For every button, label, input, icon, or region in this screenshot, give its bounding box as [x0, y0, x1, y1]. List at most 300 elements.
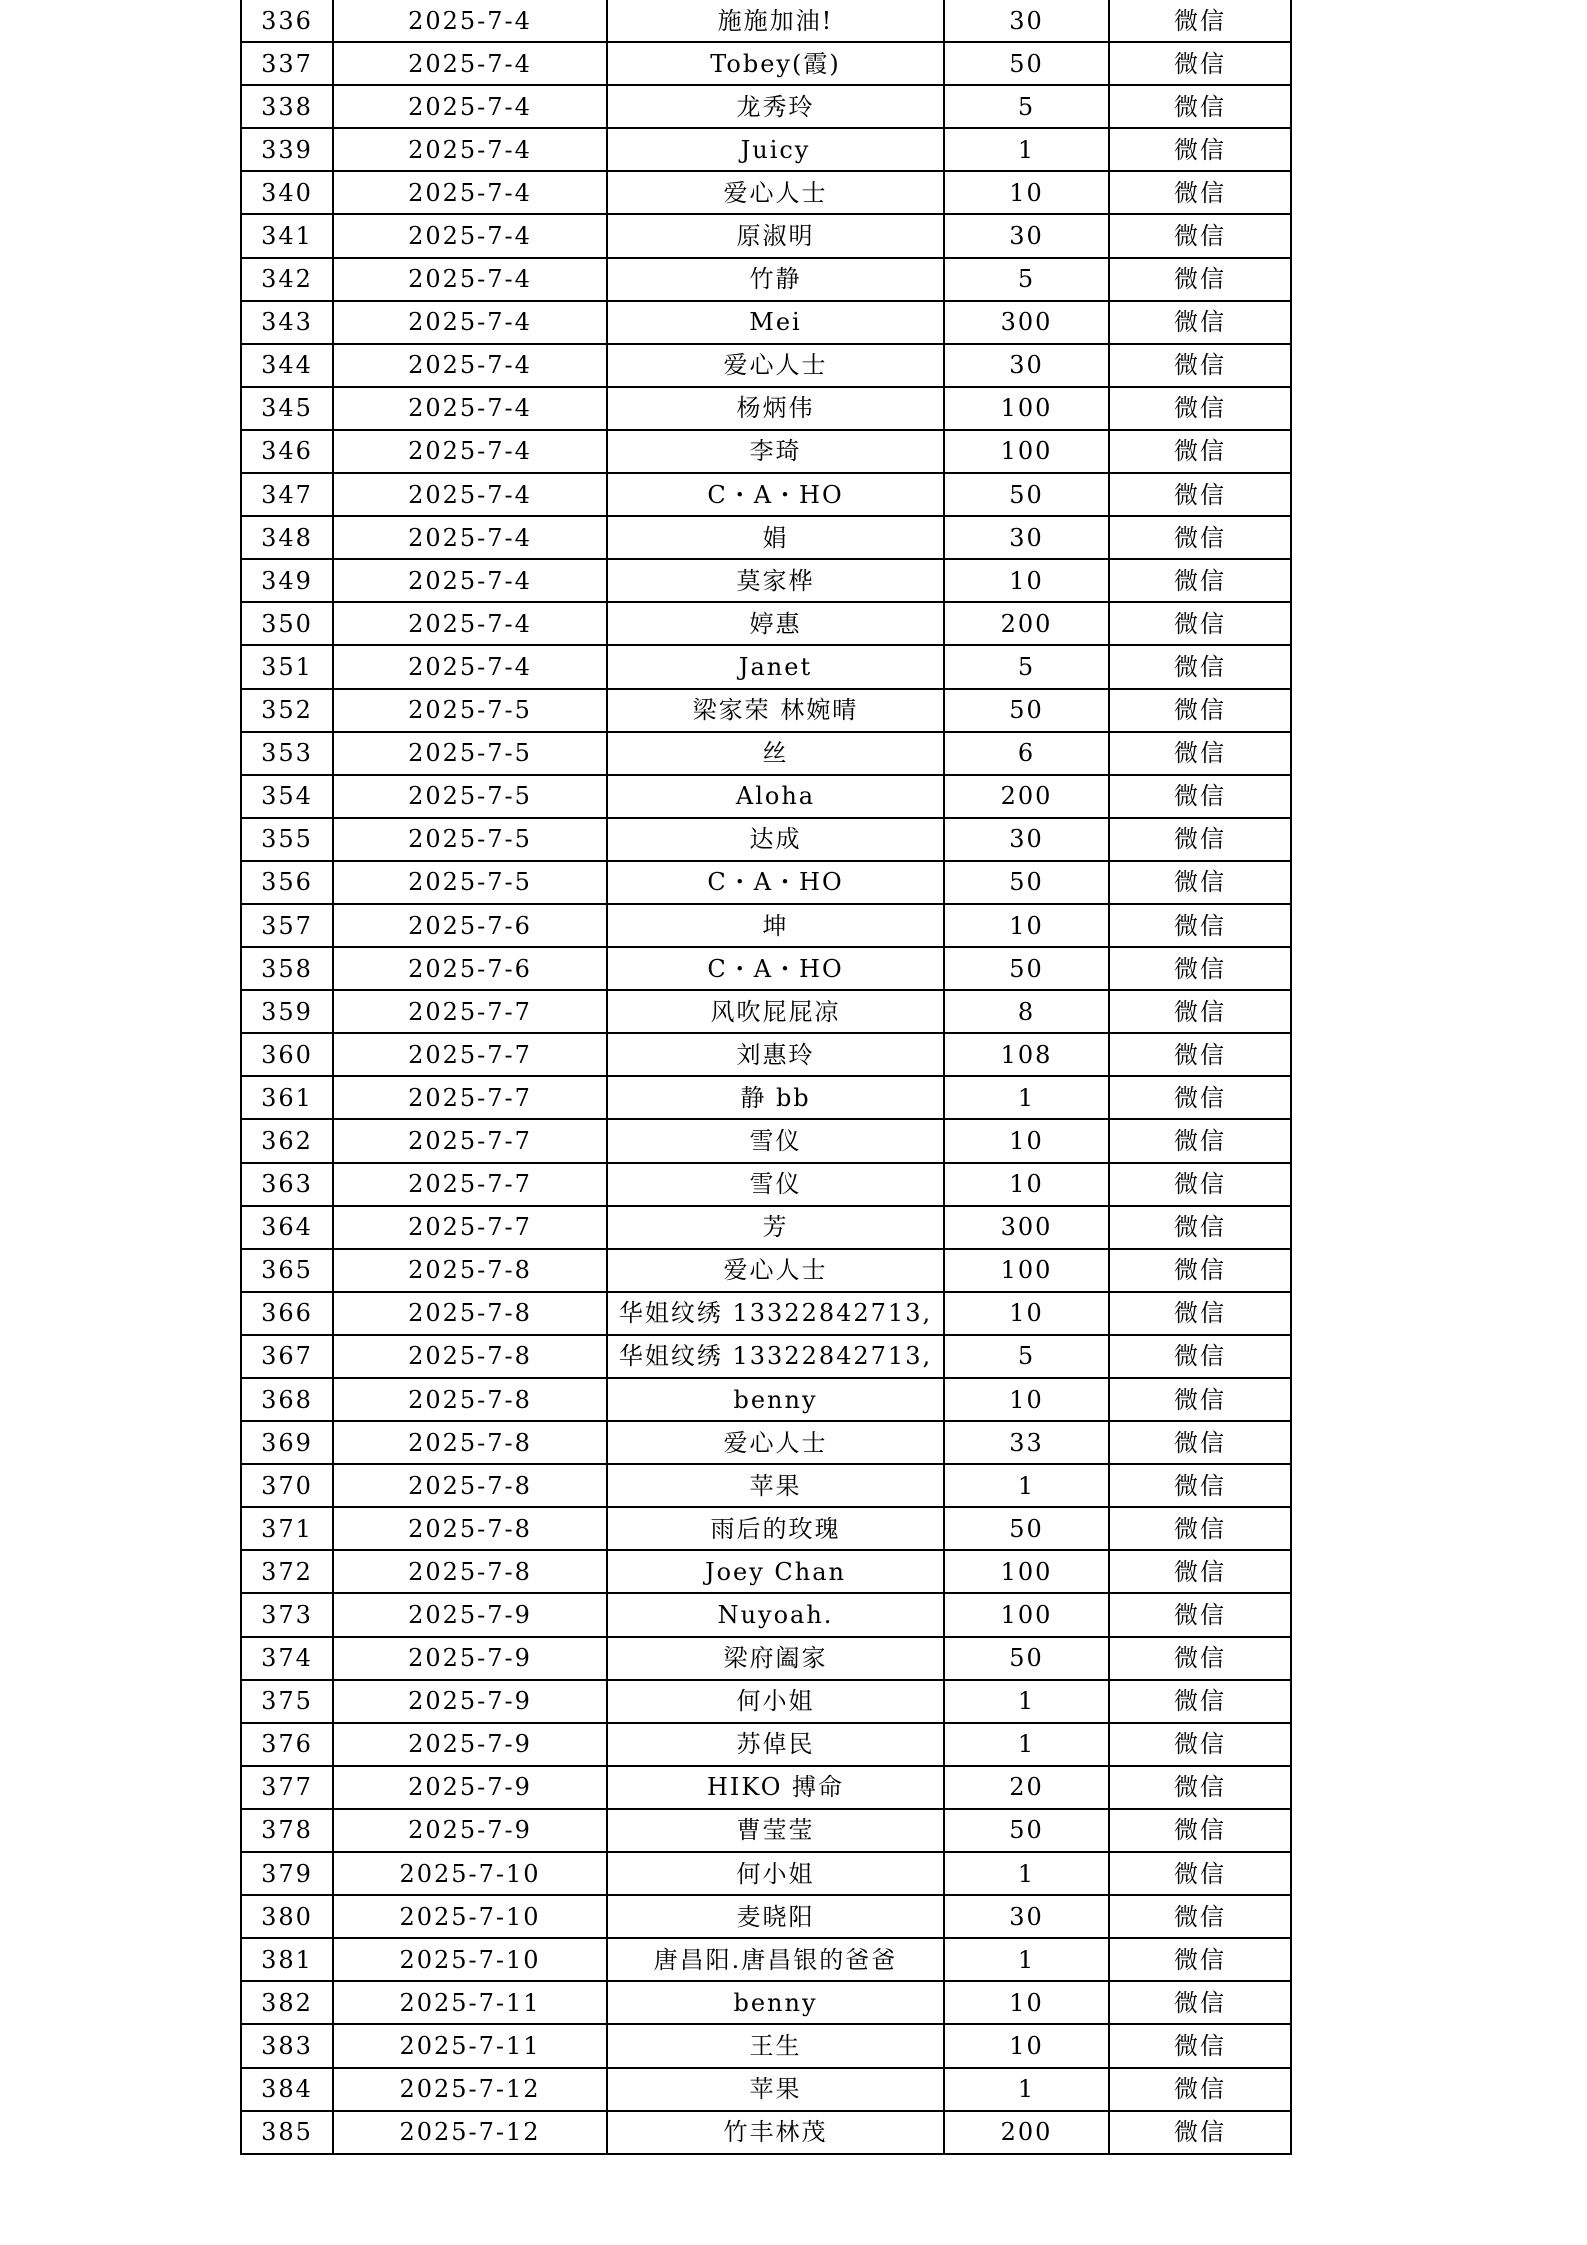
date-cell: 2025-7-4 [333, 344, 607, 387]
table-row [241, 1033, 1291, 1076]
amount-cell: 33 [944, 1421, 1109, 1464]
donor-name-cell: Juicy [607, 128, 944, 171]
date-cell: 2025-7-4 [333, 42, 607, 85]
date-cell: 2025-7-6 [333, 904, 607, 947]
donor-name-cell: 芳 [607, 1206, 944, 1249]
table-row [241, 1852, 1291, 1895]
payment-method-cell: 微信 [1109, 1335, 1291, 1378]
payment-method-cell: 微信 [1109, 775, 1291, 818]
date-cell: 2025-7-4 [333, 214, 607, 257]
date-cell: 2025-7-7 [333, 1076, 607, 1119]
payment-method-cell: 微信 [1109, 559, 1291, 602]
table-row [241, 301, 1291, 344]
donation-table [240, 0, 1292, 2155]
payment-method-cell: 微信 [1109, 1680, 1291, 1723]
payment-method-cell: 微信 [1109, 0, 1291, 42]
amount-cell: 50 [944, 947, 1109, 990]
table-row [241, 1550, 1291, 1593]
amount-cell: 6 [944, 732, 1109, 775]
donor-name-cell: 爱心人士 [607, 1249, 944, 1292]
row-number-cell: 374 [241, 1637, 333, 1680]
table-row [241, 1680, 1291, 1723]
amount-cell: 5 [944, 258, 1109, 301]
payment-method-cell: 微信 [1109, 516, 1291, 559]
payment-method-cell: 微信 [1109, 387, 1291, 430]
date-cell: 2025-7-11 [333, 1981, 607, 2024]
row-number-cell: 361 [241, 1076, 333, 1119]
table-row [241, 1593, 1291, 1636]
amount-cell: 1 [944, 1723, 1109, 1766]
payment-method-cell: 微信 [1109, 1119, 1291, 1162]
row-number-cell: 342 [241, 258, 333, 301]
date-cell: 2025-7-4 [333, 387, 607, 430]
amount-cell: 300 [944, 301, 1109, 344]
row-number-cell: 354 [241, 775, 333, 818]
amount-cell: 100 [944, 430, 1109, 473]
date-cell: 2025-7-8 [333, 1335, 607, 1378]
amount-cell: 50 [944, 42, 1109, 85]
date-cell: 2025-7-8 [333, 1464, 607, 1507]
row-number-cell: 379 [241, 1852, 333, 1895]
table-row [241, 516, 1291, 559]
row-number-cell: 377 [241, 1766, 333, 1809]
payment-method-cell: 微信 [1109, 85, 1291, 128]
row-number-cell: 359 [241, 990, 333, 1033]
date-cell: 2025-7-4 [333, 85, 607, 128]
row-number-cell: 347 [241, 473, 333, 516]
table-row [241, 1335, 1291, 1378]
payment-method-cell: 微信 [1109, 1464, 1291, 1507]
table-row [241, 171, 1291, 214]
donor-name-cell: 原淑明 [607, 214, 944, 257]
row-number-cell: 350 [241, 602, 333, 645]
date-cell: 2025-7-5 [333, 861, 607, 904]
payment-method-cell: 微信 [1109, 990, 1291, 1033]
row-number-cell: 380 [241, 1895, 333, 1938]
row-number-cell: 338 [241, 85, 333, 128]
donor-name-cell: 苏倬民 [607, 1723, 944, 1766]
row-number-cell: 358 [241, 947, 333, 990]
date-cell: 2025-7-9 [333, 1766, 607, 1809]
row-number-cell: 356 [241, 861, 333, 904]
date-cell: 2025-7-10 [333, 1938, 607, 1981]
donor-name-cell: Nuyoah. [607, 1593, 944, 1636]
payment-method-cell: 微信 [1109, 1249, 1291, 1292]
table-row [241, 1507, 1291, 1550]
row-number-cell: 378 [241, 1809, 333, 1852]
donor-name-cell: 娟 [607, 516, 944, 559]
date-cell: 2025-7-4 [333, 516, 607, 559]
donor-name-cell: Joey Chan [607, 1550, 944, 1593]
date-cell: 2025-7-9 [333, 1637, 607, 1680]
payment-method-cell: 微信 [1109, 1421, 1291, 1464]
table-row [241, 2068, 1291, 2111]
row-number-cell: 366 [241, 1292, 333, 1335]
table-body [241, 0, 1291, 2154]
date-cell: 2025-7-6 [333, 947, 607, 990]
table-row [241, 0, 1291, 42]
amount-cell: 20 [944, 1766, 1109, 1809]
payment-method-cell: 微信 [1109, 301, 1291, 344]
amount-cell: 1 [944, 1680, 1109, 1723]
row-number-cell: 370 [241, 1464, 333, 1507]
table-row [241, 1637, 1291, 1680]
table-row [241, 732, 1291, 775]
donor-name-cell: 唐昌阳.唐昌银的爸爸 [607, 1938, 944, 1981]
amount-cell: 10 [944, 1163, 1109, 1206]
row-number-cell: 362 [241, 1119, 333, 1162]
date-cell: 2025-7-4 [333, 559, 607, 602]
row-number-cell: 344 [241, 344, 333, 387]
row-number-cell: 355 [241, 818, 333, 861]
payment-method-cell: 微信 [1109, 1895, 1291, 1938]
donor-name-cell: 何小姐 [607, 1680, 944, 1723]
amount-cell: 10 [944, 1378, 1109, 1421]
table-row [241, 818, 1291, 861]
payment-method-cell: 微信 [1109, 42, 1291, 85]
date-cell: 2025-7-9 [333, 1680, 607, 1723]
amount-cell: 5 [944, 645, 1109, 688]
amount-cell: 10 [944, 559, 1109, 602]
payment-method-cell: 微信 [1109, 904, 1291, 947]
amount-cell: 10 [944, 904, 1109, 947]
date-cell: 2025-7-7 [333, 1163, 607, 1206]
payment-method-cell: 微信 [1109, 1507, 1291, 1550]
table-row [241, 1938, 1291, 1981]
donor-name-cell: 爱心人士 [607, 171, 944, 214]
payment-method-cell: 微信 [1109, 1033, 1291, 1076]
amount-cell: 1 [944, 128, 1109, 171]
table-row [241, 1464, 1291, 1507]
table-row [241, 602, 1291, 645]
amount-cell: 108 [944, 1033, 1109, 1076]
donor-name-cell: 杨炳伟 [607, 387, 944, 430]
date-cell: 2025-7-7 [333, 1033, 607, 1076]
payment-method-cell: 微信 [1109, 214, 1291, 257]
row-number-cell: 341 [241, 214, 333, 257]
amount-cell: 200 [944, 775, 1109, 818]
row-number-cell: 375 [241, 1680, 333, 1723]
donor-name-cell: 风吹屁屁凉 [607, 990, 944, 1033]
payment-method-cell: 微信 [1109, 1938, 1291, 1981]
amount-cell: 50 [944, 1507, 1109, 1550]
date-cell: 2025-7-9 [333, 1809, 607, 1852]
amount-cell: 100 [944, 1550, 1109, 1593]
donor-name-cell: 苹果 [607, 2068, 944, 2111]
row-number-cell: 372 [241, 1550, 333, 1593]
amount-cell: 1 [944, 2068, 1109, 2111]
table-row [241, 387, 1291, 430]
payment-method-cell: 微信 [1109, 645, 1291, 688]
table-row [241, 473, 1291, 516]
donor-name-cell: 麦晓阳 [607, 1895, 944, 1938]
table-row [241, 1766, 1291, 1809]
donor-name-cell: 华姐纹绣 13322842713, [607, 1292, 944, 1335]
donor-name-cell: 雪仪 [607, 1163, 944, 1206]
row-number-cell: 385 [241, 2111, 333, 2154]
table-row [241, 430, 1291, 473]
date-cell: 2025-7-10 [333, 1895, 607, 1938]
table-row [241, 258, 1291, 301]
row-number-cell: 365 [241, 1249, 333, 1292]
donor-name-cell: 竹丰林茂 [607, 2111, 944, 2154]
donor-name-cell: Mei [607, 301, 944, 344]
date-cell: 2025-7-12 [333, 2111, 607, 2154]
table-row [241, 344, 1291, 387]
amount-cell: 10 [944, 1119, 1109, 1162]
table-row [241, 645, 1291, 688]
date-cell: 2025-7-4 [333, 645, 607, 688]
donor-name-cell: 李琦 [607, 430, 944, 473]
row-number-cell: 337 [241, 42, 333, 85]
date-cell: 2025-7-8 [333, 1507, 607, 1550]
donor-name-cell: 坤 [607, 904, 944, 947]
donor-name-cell: 苹果 [607, 1464, 944, 1507]
payment-method-cell: 微信 [1109, 1852, 1291, 1895]
donor-name-cell: 施施加油! [607, 0, 944, 42]
payment-method-cell: 微信 [1109, 171, 1291, 214]
date-cell: 2025-7-9 [333, 1723, 607, 1766]
date-cell: 2025-7-9 [333, 1593, 607, 1636]
payment-method-cell: 微信 [1109, 2068, 1291, 2111]
row-number-cell: 348 [241, 516, 333, 559]
row-number-cell: 381 [241, 1938, 333, 1981]
payment-method-cell: 微信 [1109, 2111, 1291, 2154]
donor-name-cell: Tobey(霞) [607, 42, 944, 85]
donor-name-cell: 雪仪 [607, 1119, 944, 1162]
payment-method-cell: 微信 [1109, 1723, 1291, 1766]
payment-method-cell: 微信 [1109, 818, 1291, 861]
row-number-cell: 364 [241, 1206, 333, 1249]
amount-cell: 50 [944, 689, 1109, 732]
donor-name-cell: C・A・HO [607, 473, 944, 516]
table-row [241, 1723, 1291, 1766]
row-number-cell: 376 [241, 1723, 333, 1766]
date-cell: 2025-7-4 [333, 171, 607, 214]
amount-cell: 50 [944, 1809, 1109, 1852]
table-row [241, 1206, 1291, 1249]
amount-cell: 300 [944, 1206, 1109, 1249]
donor-name-cell: 曹莹莹 [607, 1809, 944, 1852]
donor-name-cell: 梁府阖家 [607, 1637, 944, 1680]
date-cell: 2025-7-7 [333, 1206, 607, 1249]
row-number-cell: 384 [241, 2068, 333, 2111]
donor-name-cell: 华姐纹绣 13322842713, [607, 1335, 944, 1378]
date-cell: 2025-7-10 [333, 1852, 607, 1895]
amount-cell: 50 [944, 861, 1109, 904]
row-number-cell: 353 [241, 732, 333, 775]
row-number-cell: 352 [241, 689, 333, 732]
table-row [241, 1249, 1291, 1292]
table-row [241, 128, 1291, 171]
date-cell: 2025-7-4 [333, 258, 607, 301]
table-row [241, 1421, 1291, 1464]
payment-method-cell: 微信 [1109, 861, 1291, 904]
donor-name-cell: benny [607, 1378, 944, 1421]
payment-method-cell: 微信 [1109, 1637, 1291, 1680]
donor-name-cell: C・A・HO [607, 947, 944, 990]
payment-method-cell: 微信 [1109, 1766, 1291, 1809]
date-cell: 2025-7-11 [333, 2024, 607, 2067]
payment-method-cell: 微信 [1109, 128, 1291, 171]
date-cell: 2025-7-4 [333, 602, 607, 645]
amount-cell: 50 [944, 1637, 1109, 1680]
amount-cell: 30 [944, 0, 1109, 42]
row-number-cell: 345 [241, 387, 333, 430]
donor-name-cell: 达成 [607, 818, 944, 861]
date-cell: 2025-7-5 [333, 775, 607, 818]
amount-cell: 10 [944, 2024, 1109, 2067]
row-number-cell: 367 [241, 1335, 333, 1378]
amount-cell: 10 [944, 1292, 1109, 1335]
donor-name-cell: benny [607, 1981, 944, 2024]
amount-cell: 5 [944, 1335, 1109, 1378]
date-cell: 2025-7-8 [333, 1550, 607, 1593]
row-number-cell: 343 [241, 301, 333, 344]
date-cell: 2025-7-8 [333, 1292, 607, 1335]
payment-method-cell: 微信 [1109, 1292, 1291, 1335]
date-cell: 2025-7-12 [333, 2068, 607, 2111]
table-row [241, 214, 1291, 257]
row-number-cell: 351 [241, 645, 333, 688]
donor-name-cell: HIKO 搏命 [607, 1766, 944, 1809]
row-number-cell: 382 [241, 1981, 333, 2024]
amount-cell: 30 [944, 214, 1109, 257]
table-row [241, 85, 1291, 128]
date-cell: 2025-7-7 [333, 1119, 607, 1162]
donor-name-cell: 静 bb [607, 1076, 944, 1119]
date-cell: 2025-7-5 [333, 689, 607, 732]
amount-cell: 30 [944, 344, 1109, 387]
amount-cell: 30 [944, 516, 1109, 559]
row-number-cell: 346 [241, 430, 333, 473]
table-row [241, 1292, 1291, 1335]
donor-name-cell: C・A・HO [607, 861, 944, 904]
amount-cell: 100 [944, 1249, 1109, 1292]
row-number-cell: 360 [241, 1033, 333, 1076]
table-row [241, 904, 1291, 947]
row-number-cell: 340 [241, 171, 333, 214]
amount-cell: 30 [944, 818, 1109, 861]
amount-cell: 1 [944, 1938, 1109, 1981]
table-row [241, 2024, 1291, 2067]
payment-method-cell: 微信 [1109, 258, 1291, 301]
payment-method-cell: 微信 [1109, 689, 1291, 732]
date-cell: 2025-7-4 [333, 473, 607, 516]
payment-method-cell: 微信 [1109, 1163, 1291, 1206]
date-cell: 2025-7-4 [333, 128, 607, 171]
row-number-cell: 369 [241, 1421, 333, 1464]
row-number-cell: 371 [241, 1507, 333, 1550]
donor-name-cell: Aloha [607, 775, 944, 818]
table-row [241, 947, 1291, 990]
amount-cell: 8 [944, 990, 1109, 1033]
donor-name-cell: 爱心人士 [607, 1421, 944, 1464]
row-number-cell: 349 [241, 559, 333, 602]
row-number-cell: 383 [241, 2024, 333, 2067]
payment-method-cell: 微信 [1109, 344, 1291, 387]
date-cell: 2025-7-4 [333, 0, 607, 42]
amount-cell: 30 [944, 1895, 1109, 1938]
amount-cell: 200 [944, 602, 1109, 645]
payment-method-cell: 微信 [1109, 430, 1291, 473]
payment-method-cell: 微信 [1109, 473, 1291, 516]
payment-method-cell: 微信 [1109, 732, 1291, 775]
amount-cell: 100 [944, 387, 1109, 430]
row-number-cell: 357 [241, 904, 333, 947]
row-number-cell: 336 [241, 0, 333, 42]
donor-name-cell: 雨后的玫瑰 [607, 1507, 944, 1550]
donor-name-cell: 何小姐 [607, 1852, 944, 1895]
amount-cell: 10 [944, 1981, 1109, 2024]
date-cell: 2025-7-5 [333, 732, 607, 775]
donor-name-cell: 婷惠 [607, 602, 944, 645]
table-row [241, 2111, 1291, 2154]
table-row [241, 1895, 1291, 1938]
donor-name-cell: 王生 [607, 2024, 944, 2067]
amount-cell: 200 [944, 2111, 1109, 2154]
row-number-cell: 368 [241, 1378, 333, 1421]
payment-method-cell: 微信 [1109, 602, 1291, 645]
row-number-cell: 373 [241, 1593, 333, 1636]
table-row [241, 1981, 1291, 2024]
payment-method-cell: 微信 [1109, 2024, 1291, 2067]
row-number-cell: 363 [241, 1163, 333, 1206]
amount-cell: 1 [944, 1464, 1109, 1507]
amount-cell: 1 [944, 1076, 1109, 1119]
date-cell: 2025-7-4 [333, 430, 607, 473]
donor-name-cell: Janet [607, 645, 944, 688]
payment-method-cell: 微信 [1109, 947, 1291, 990]
payment-method-cell: 微信 [1109, 1550, 1291, 1593]
table-row [241, 1119, 1291, 1162]
amount-cell: 10 [944, 171, 1109, 214]
amount-cell: 1 [944, 1852, 1109, 1895]
table-row [241, 775, 1291, 818]
row-number-cell: 339 [241, 128, 333, 171]
payment-method-cell: 微信 [1109, 1809, 1291, 1852]
date-cell: 2025-7-7 [333, 990, 607, 1033]
donor-name-cell: 竹静 [607, 258, 944, 301]
donor-name-cell: 梁家荣 林婉晴 [607, 689, 944, 732]
table-row [241, 990, 1291, 1033]
donor-name-cell: 爱心人士 [607, 344, 944, 387]
donor-name-cell: 莫家桦 [607, 559, 944, 602]
payment-method-cell: 微信 [1109, 1981, 1291, 2024]
table-row [241, 1378, 1291, 1421]
table-row [241, 1163, 1291, 1206]
table-row [241, 1809, 1291, 1852]
payment-method-cell: 微信 [1109, 1593, 1291, 1636]
date-cell: 2025-7-5 [333, 818, 607, 861]
donor-name-cell: 刘惠玲 [607, 1033, 944, 1076]
table-row [241, 689, 1291, 732]
table-row [241, 1076, 1291, 1119]
date-cell: 2025-7-8 [333, 1421, 607, 1464]
payment-method-cell: 微信 [1109, 1076, 1291, 1119]
date-cell: 2025-7-8 [333, 1378, 607, 1421]
date-cell: 2025-7-8 [333, 1249, 607, 1292]
donor-name-cell: 龙秀玲 [607, 85, 944, 128]
donor-name-cell: 丝 [607, 732, 944, 775]
table-row [241, 42, 1291, 85]
payment-method-cell: 微信 [1109, 1378, 1291, 1421]
date-cell: 2025-7-4 [333, 301, 607, 344]
table-row [241, 559, 1291, 602]
amount-cell: 100 [944, 1593, 1109, 1636]
payment-method-cell: 微信 [1109, 1206, 1291, 1249]
table-row [241, 861, 1291, 904]
